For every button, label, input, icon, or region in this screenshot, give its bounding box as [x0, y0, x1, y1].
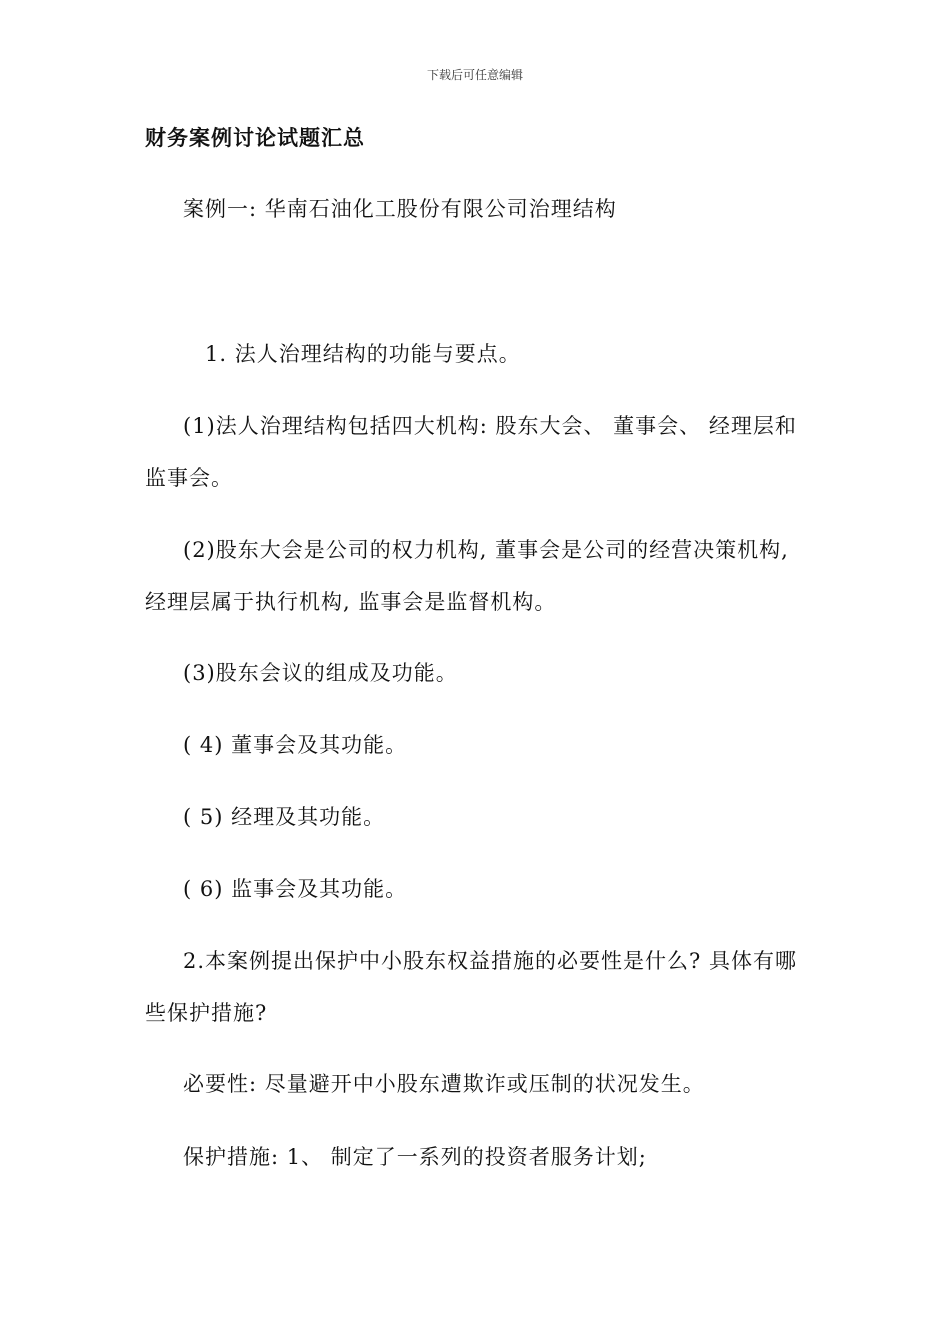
page-header-note: 下载后可任意编辑: [426, 68, 523, 82]
paragraph-4: ( 4) 董事会及其功能。: [183, 733, 408, 757]
paragraph-1: (1)法人治理结构包括四大机构: 股东大会、 董事会、 经理层和监事会。: [145, 414, 797, 490]
document-title: 财务案例讨论试题汇总: [145, 125, 365, 150]
case-title: 案例一: 华南石油化工股份有限公司治理结构: [183, 197, 617, 221]
paragraph-2: (2)股东大会是公司的权力机构, 董事会是公司的经营决策机构, 经理层属于执行机构, 监事会是监督机构。: [145, 538, 789, 614]
paragraph-3: (3)股东会议的组成及功能。: [183, 661, 458, 685]
measures-paragraph: 保护措施: 1、 制定了一系列的投资者服务计划;: [183, 1145, 647, 1169]
paragraph-5: ( 5) 经理及其功能。: [183, 805, 386, 829]
paragraph-6: ( 6) 监事会及其功能。: [183, 877, 408, 901]
question-1-heading: 1. 法人治理结构的功能与要点。: [205, 342, 521, 366]
question-2: 2.本案例提出保护中小股东权益措施的必要性是什么? 具体有哪些保护措施?: [145, 949, 797, 1025]
necessity-paragraph: 必要性: 尽量避开中小股东遭欺诈或压制的状况发生。: [183, 1072, 705, 1096]
